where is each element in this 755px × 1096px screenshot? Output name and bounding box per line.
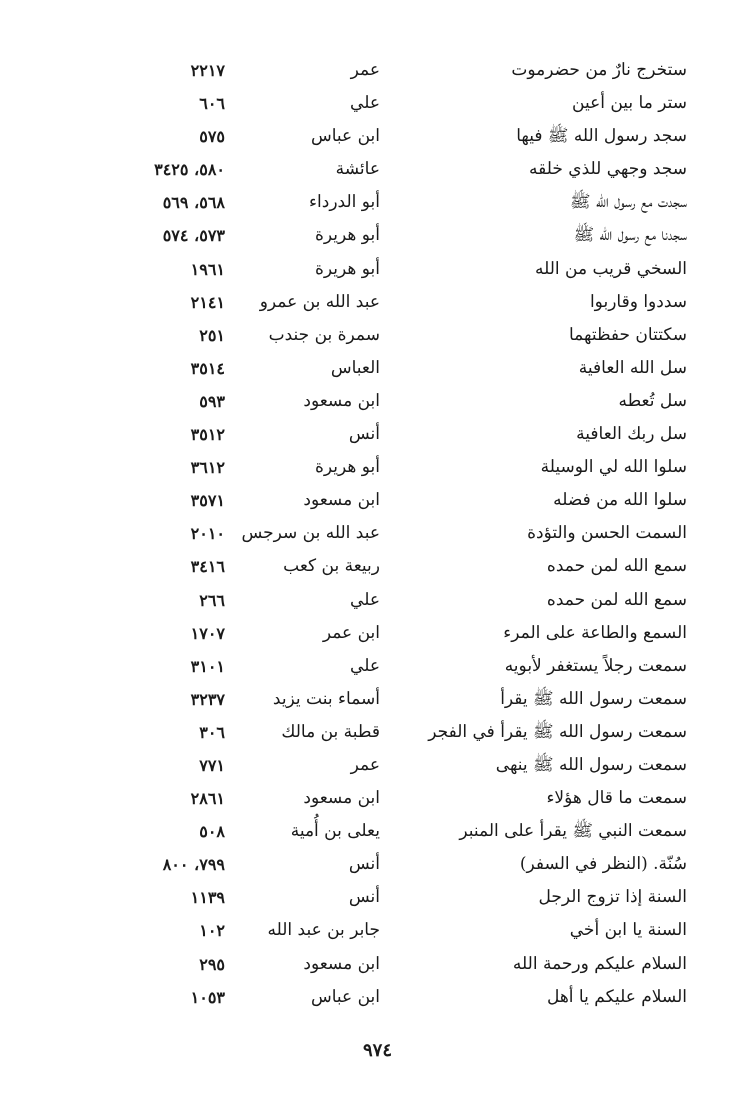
hadith-number: ٥٦٨، ٥٦٩ xyxy=(162,193,225,213)
hadith-number: ٢٠١٠ xyxy=(190,524,225,544)
index-row xyxy=(0,120,755,153)
index-row xyxy=(0,948,755,981)
hadith-number: ٧٩٩، ٨٠٠ xyxy=(162,855,225,875)
narrator-name: ابن عمر xyxy=(322,622,380,643)
narrator-name: أنس xyxy=(348,424,380,445)
hadith-number: ٢٩٥ xyxy=(199,954,225,974)
narrator-name: علي xyxy=(350,93,380,114)
hadith-number: ١٠٥٣ xyxy=(190,987,225,1007)
narrator-name: علي xyxy=(350,655,380,676)
narrator-name: أنس xyxy=(348,887,380,908)
index-row xyxy=(0,418,755,451)
hadith-index-table xyxy=(0,54,755,1014)
index-row xyxy=(0,385,755,418)
index-row xyxy=(0,914,755,947)
hadith-text: سل ربك العافية xyxy=(576,424,687,445)
hadith-number: ٣١٠١ xyxy=(190,656,225,676)
narrator-name: ابن مسعود xyxy=(303,390,380,411)
hadith-text: سددوا وقاربوا xyxy=(589,291,687,312)
hadith-number: ٣٥٧١ xyxy=(190,491,225,511)
narrator-name: أبو الدرداء xyxy=(309,192,380,213)
index-row xyxy=(0,484,755,517)
page-number: ٩٧٤ xyxy=(362,1040,392,1061)
hadith-text: سجدنا مع رسول الله ﷺ xyxy=(573,225,687,246)
hadith-text: سمعت النبي ﷺ يقرأ على المنبر xyxy=(459,821,687,842)
narrator-name: العباس xyxy=(330,357,380,378)
hadith-text: ستخرج نارٌ من حضرموت xyxy=(511,60,687,80)
narrator-name: ابن مسعود xyxy=(303,953,380,974)
hadith-number: ٥٧٣، ٥٧٤ xyxy=(162,226,225,246)
hadith-text: السمت الحسن والتؤدة xyxy=(527,523,687,544)
narrator-name: عبد الله بن عمرو xyxy=(259,291,380,312)
hadith-text: سمعت رسول الله ﷺ ينهى xyxy=(495,754,687,775)
hadith-number: ٣٥١٢ xyxy=(190,425,225,445)
index-row xyxy=(0,219,755,252)
narrator-name: أبو هريرة xyxy=(314,225,380,246)
index-row xyxy=(0,815,755,848)
index-row xyxy=(0,352,755,385)
narrator-name: أنس xyxy=(348,854,380,875)
hadith-text: سمع الله لمن حمده xyxy=(546,556,687,577)
hadith-number: ١٠٢ xyxy=(199,921,225,941)
hadith-number: ٣٤١٦ xyxy=(190,557,225,577)
narrator-name: ابن عباس xyxy=(310,986,380,1007)
index-row xyxy=(0,584,755,617)
hadith-text: السخي قريب من الله xyxy=(534,258,687,279)
hadith-number: ١١٣٩ xyxy=(190,888,225,908)
index-row xyxy=(0,848,755,881)
narrator-name: يعلى بن أُمية xyxy=(290,821,380,842)
hadith-text: سكتتان حفظتهما xyxy=(569,324,687,345)
narrator-name: عائشة xyxy=(335,159,380,180)
narrator-name: قطبة بن مالك xyxy=(281,721,380,742)
hadith-text: سجد رسول الله ﷺ فيها xyxy=(516,126,687,147)
narrator-name: عبد الله بن سرجس xyxy=(241,523,380,544)
hadith-text: سلوا الله لي الوسيلة xyxy=(540,457,687,478)
narrator-name: علي xyxy=(350,589,380,610)
hadith-text: سمعت رسول الله ﷺ يقرأ في الفجر xyxy=(428,721,687,742)
hadith-number: ٢٥١ xyxy=(199,325,225,345)
index-row xyxy=(0,87,755,120)
index-row xyxy=(0,981,755,1014)
index-row xyxy=(0,550,755,583)
hadith-text: سل الله العافية xyxy=(578,357,687,378)
hadith-number: ٣٢٣٧ xyxy=(190,689,225,709)
index-row xyxy=(0,881,755,914)
hadith-number: ١٩٦١ xyxy=(190,259,225,279)
index-row xyxy=(0,451,755,484)
hadith-text: ستر ما بين أعين xyxy=(572,93,687,114)
hadith-text: سمع الله لمن حمده xyxy=(546,589,687,610)
hadith-text: سمعت ما قال هؤلاء xyxy=(546,788,687,809)
index-row xyxy=(0,253,755,286)
narrator-name: ربيعة بن كعب xyxy=(283,556,380,577)
index-row xyxy=(0,319,755,352)
narrator-name: عمر xyxy=(350,754,380,775)
hadith-number: ٥٨٠، ٣٤٢٥ xyxy=(154,160,225,180)
hadith-number: ٣٠٦ xyxy=(199,722,225,742)
hadith-text: سجدت مع رسول الله ﷺ xyxy=(570,192,687,213)
hadith-number: ٦٠٦ xyxy=(199,94,225,114)
hadith-text: سجد وجهي للذي خلقه xyxy=(529,159,687,180)
hadith-number: ٧٧١ xyxy=(199,755,225,775)
hadith-number: ٥٠٨ xyxy=(199,822,225,842)
hadith-text: سُنّة. (النظر في السفر) xyxy=(519,854,687,875)
hadith-number: ٥٧٥ xyxy=(199,127,225,147)
hadith-text: سمعت رجلاً يستغفر لأبويه xyxy=(504,655,687,676)
hadith-text: سل تُعطه xyxy=(618,390,687,411)
narrator-name: ابن مسعود xyxy=(303,788,380,809)
hadith-number: ٣٦١٢ xyxy=(190,458,225,478)
narrator-name: سمرة بن جندب xyxy=(268,324,380,345)
index-row xyxy=(0,186,755,219)
hadith-text: السنة يا ابن أخي xyxy=(569,920,687,941)
hadith-number: ١٧٠٧ xyxy=(190,623,225,643)
narrator-name: أسماء بنت يزيد xyxy=(272,688,380,709)
hadith-text: السلام عليكم ورحمة الله xyxy=(512,953,687,974)
index-row xyxy=(0,54,755,87)
hadith-text: السلام عليكم يا أهل xyxy=(546,986,687,1007)
index-row xyxy=(0,286,755,319)
index-row xyxy=(0,650,755,683)
hadith-number: ٢٦٦ xyxy=(199,590,225,610)
hadith-text: السنة إذا تزوج الرجل xyxy=(538,887,687,908)
hadith-number: ٥٩٣ xyxy=(199,391,225,411)
hadith-number: ٢٨٦١ xyxy=(190,789,225,809)
narrator-name: ابن عباس xyxy=(310,126,380,147)
narrator-name: أبو هريرة xyxy=(314,457,380,478)
hadith-text: سلوا الله من فضله xyxy=(553,490,687,511)
index-row xyxy=(0,153,755,186)
hadith-text: سمعت رسول الله ﷺ يقرأ xyxy=(500,688,687,709)
index-row xyxy=(0,517,755,550)
narrator-name: ابن مسعود xyxy=(303,490,380,511)
index-row xyxy=(0,617,755,650)
index-row xyxy=(0,782,755,815)
narrator-name: عمر xyxy=(350,60,380,80)
index-row xyxy=(0,716,755,749)
hadith-number: ٢٢١٧ xyxy=(190,61,225,80)
hadith-number: ٢١٤١ xyxy=(190,292,225,312)
narrator-name: أبو هريرة xyxy=(314,258,380,279)
index-row xyxy=(0,683,755,716)
hadith-text: السمع والطاعة على المرء xyxy=(503,622,687,643)
index-row xyxy=(0,749,755,782)
narrator-name: جابر بن عبد الله xyxy=(267,920,380,941)
hadith-number: ٣٥١٤ xyxy=(190,358,225,378)
